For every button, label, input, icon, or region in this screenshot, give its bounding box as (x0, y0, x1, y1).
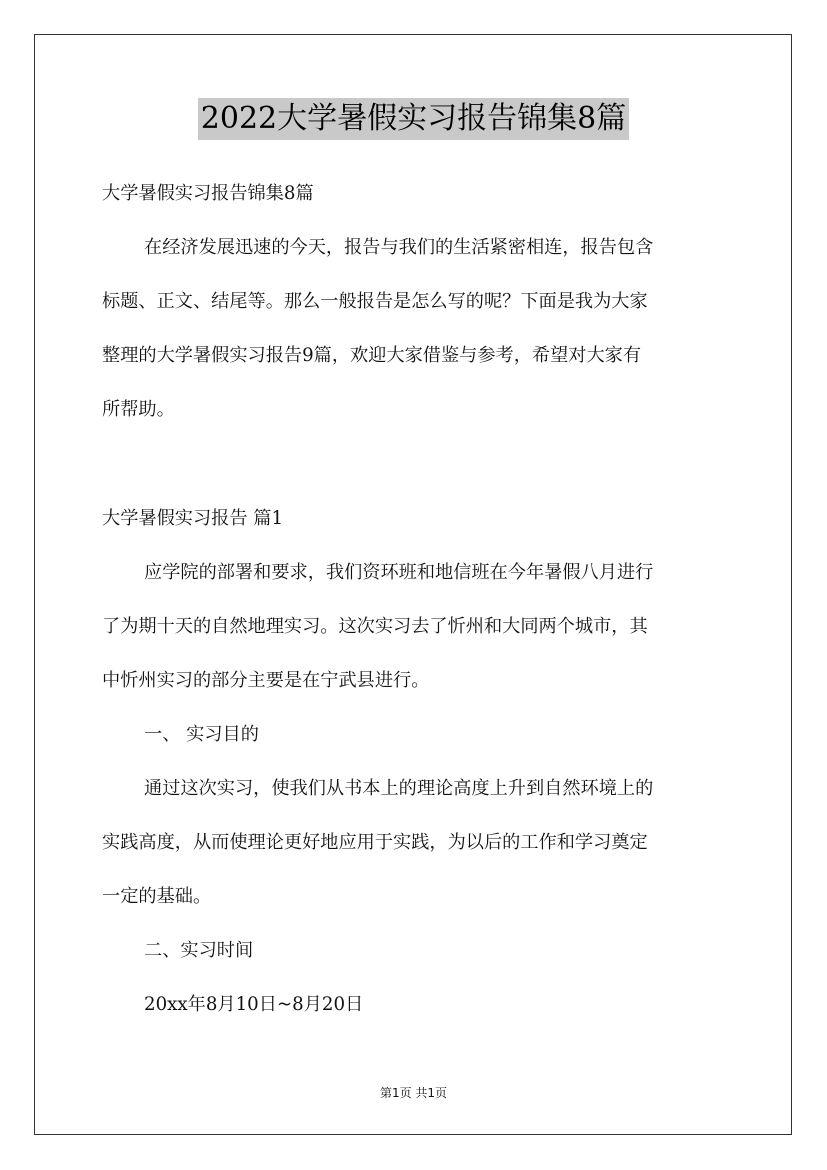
document-title: 2022大学暑假实习报告锦集8篇 (198, 98, 629, 140)
paragraph-line: 标题、正文、结尾等。那么一般报告是怎么写的呢？下面是我为大家 (102, 291, 648, 312)
paragraph-line: 20xx年8月10日~8月20日 (144, 994, 364, 1015)
paragraph-line: 应学院的部署和要求，我们资环班和地信班在今年暑假八月进行 (144, 562, 654, 583)
paragraph-line: 一定的基础。 (102, 886, 212, 907)
section-heading: 大学暑假实习报告 篇1 (102, 508, 284, 529)
title-container (0, 98, 827, 140)
paragraph-line: 实践高度，从而使理论更好地应用于实践，为以后的工作和学习奠定 (102, 832, 648, 853)
paragraph-line: 中忻州实习的部分主要是在宁武县进行。 (102, 670, 430, 691)
subtitle-line: 大学暑假实习报告锦集8篇 (102, 183, 314, 204)
paragraph-line: 在经济发展迅速的今天，报告与我们的生活紧密相连，报告包含 (144, 237, 654, 258)
paragraph-line: 了为期十天的自然地理实习。这次实习去了忻州和大同两个城市，其 (102, 616, 648, 637)
page-footer: 第1页 共1页 (379, 1086, 448, 1100)
paragraph-line: 所帮助。 (102, 399, 175, 420)
paragraph-line: 整理的大学暑假实习报告9篇，欢迎大家借鉴与参考，希望对大家有 (102, 345, 642, 366)
subsection-heading: 一、 实习目的 (144, 724, 259, 745)
paragraph-line: 通过这次实习，使我们从书本上的理论高度上升到自然环境上的 (144, 778, 654, 799)
subsection-heading: 二、实习时间 (144, 940, 254, 961)
